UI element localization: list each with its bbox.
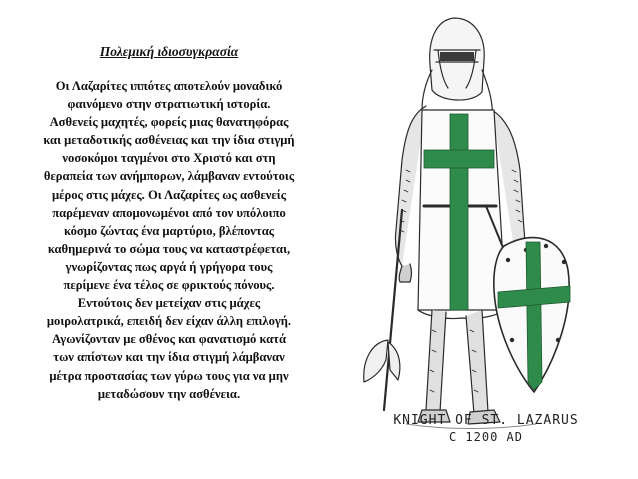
body-line: θεραπεία των ανήμπορων, λάμβαναν εντούτοις [43, 169, 295, 184]
body-line: κόσμο ζώντας ένα μαρτύριο, βλέποντας [63, 223, 275, 238]
body-line: γνωρίζοντας πως αργά ή γρήγορα τους [65, 259, 273, 274]
text-column [0, 44, 338, 403]
body-line: παρέμεναν απομονωμένοι από τον υπόλοιπο [52, 205, 286, 220]
body-line: Αγωνίζονταν με σθένος και φανατισμό κατά [52, 332, 286, 347]
knight-illustration [336, 10, 598, 472]
body-line: μέρος στις μάχες. Οι Λαζαρίτες ως ασθενείς [51, 187, 287, 202]
body-line: μοιρολατρικά, επειδή δεν είχαν άλλη επιλογή. [46, 314, 292, 329]
body-line: Οι Λαζαρίτες ιππότες αποτελούν μοναδικό [55, 79, 283, 93]
page-heading: Πολεμική ιδιοσυγκρασία [99, 44, 239, 59]
illustration-caption [376, 413, 596, 445]
body-line: και μεταδοτικής ασθένειας και την ίδια στιγμή [43, 133, 295, 148]
body-line: Ασθενείς μαχητές, φορείς μιας θανατηφόρας [49, 115, 289, 130]
caption-date: C 1200 AD [448, 430, 524, 444]
caption-title: KNIGHT OF ST. LAZARUS [393, 413, 579, 428]
body-line: καθημερινά το σώμα τους να καταστρέφεται, [47, 241, 291, 256]
body-line: νοσοκόμοι ταγμένοι στο Χριστό και στη [62, 151, 276, 166]
body-line: μεταδώσουν την ασθένεια. [97, 386, 241, 401]
body-line: περίμενε ένα τέλος σε φρικτούς πόνους. [63, 278, 275, 293]
body-line: φαινόμενο στην στρατιωτική ιστορία. [67, 97, 271, 112]
body-paragraph [0, 77, 338, 403]
body-line: μέτρα προστασίας των γύρω τους για να μην [49, 368, 289, 383]
body-line: των απίστων και την ίδια στιγμή λάμβαναν [53, 350, 285, 365]
body-line: Εντούτοις δεν μετείχαν στις μάχες [77, 296, 261, 311]
